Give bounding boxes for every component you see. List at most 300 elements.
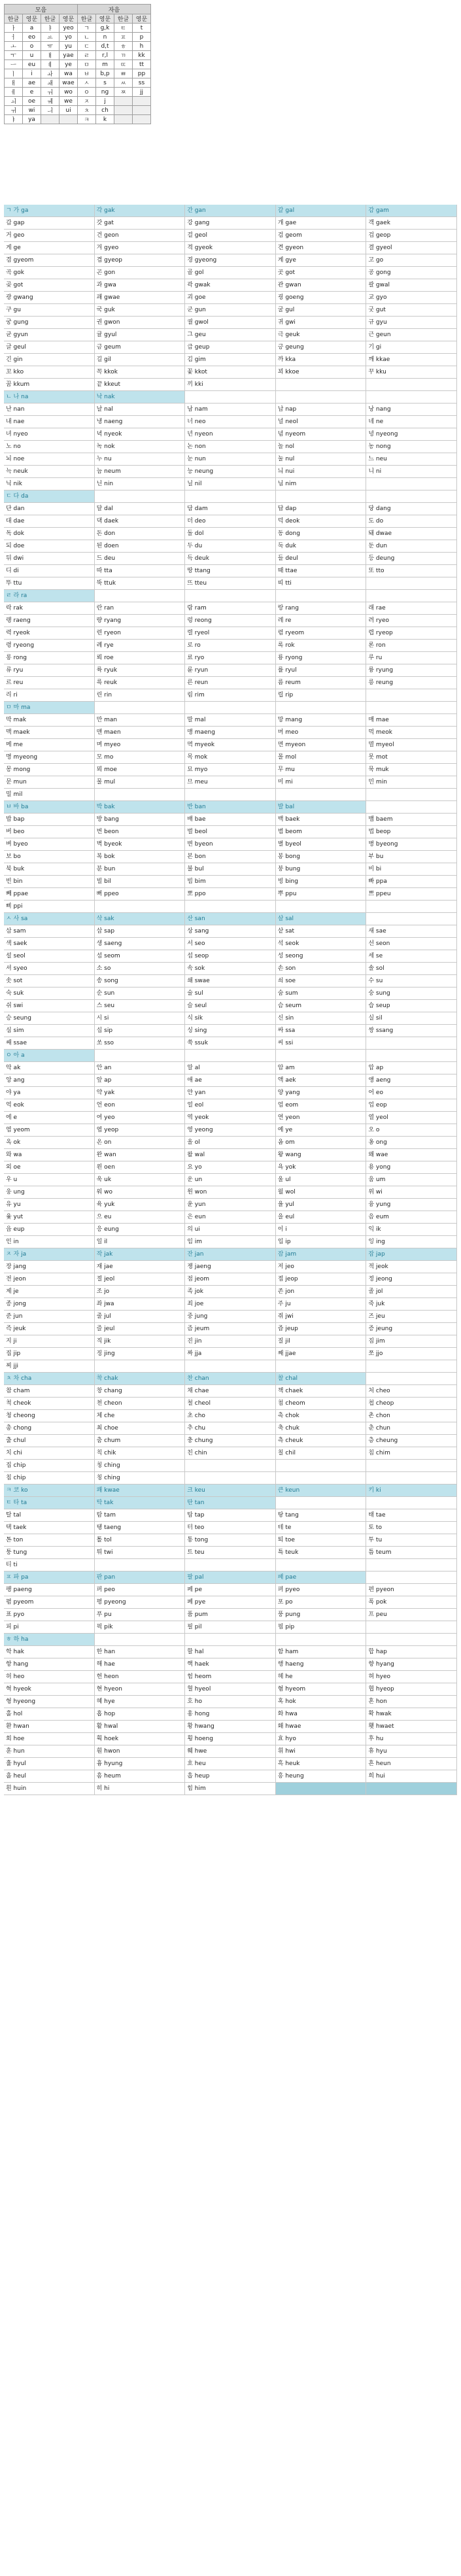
syllable-cell: 능 neung <box>185 466 276 478</box>
syllable-row <box>4 478 457 490</box>
syllable-cell: 흔 heun <box>366 1758 457 1770</box>
syllable-cell: 휴 hyu <box>366 1745 457 1758</box>
syllable-cell: 륵 reuk <box>95 677 186 689</box>
syllable-row <box>4 987 457 1000</box>
syllable-group-header-cell: ㅇ 아 a <box>4 1050 95 1062</box>
syllable-cell: 때 ttae <box>276 565 367 577</box>
syllable-row <box>4 1050 457 1062</box>
syllable-cell: 훈 hun <box>4 1745 95 1758</box>
syllable-cell: 홍 hong <box>185 1708 276 1721</box>
jamo-column-header: 한글 <box>41 14 60 24</box>
syllable-cell: 흰 huin <box>4 1783 95 1795</box>
syllable-cell: 혁 hyeok <box>4 1683 95 1696</box>
syllable-cell: 묵 muk <box>366 764 457 776</box>
syllable-cell <box>366 1472 457 1485</box>
syllable-cell: 웅 ung <box>4 1186 95 1199</box>
syllable-cell: 흘 heul <box>4 1770 95 1783</box>
syllable-cell: 할 hal <box>185 1646 276 1658</box>
syllable-cell: 횡 hoeng <box>185 1733 276 1745</box>
syllable-row <box>4 1137 457 1149</box>
syllable-group-header-cell: 패 pae <box>276 1571 367 1584</box>
jamo-row <box>5 33 151 42</box>
syllable-row <box>4 1435 457 1447</box>
syllable-cell: 창 chang <box>95 1385 186 1398</box>
syllable-group-header-cell: 잔 jan <box>185 1248 276 1261</box>
syllable-row <box>4 826 457 838</box>
syllable-cell: 필 pil <box>185 1621 276 1634</box>
syllable-cell: 점 jeom <box>185 1273 276 1286</box>
syllable-cell: 례 rye <box>95 640 186 652</box>
jamo-cell: yeo <box>60 24 78 33</box>
syllable-cell: 염 yeom <box>4 1124 95 1137</box>
syllable-cell <box>366 1559 457 1571</box>
syllable-cell <box>276 1460 367 1472</box>
syllable-cell: 추 chu <box>185 1422 276 1435</box>
syllable-cell: 퇴 toe <box>276 1534 367 1547</box>
syllable-cell: 증 jeung <box>366 1323 457 1335</box>
syllable-cell <box>276 1472 367 1485</box>
syllable-cell: 닉 nik <box>4 478 95 490</box>
syllable-cell: 터 teo <box>185 1522 276 1534</box>
jamo-cell: s <box>96 78 114 88</box>
syllable-cell <box>95 1559 186 1571</box>
syllable-cell: 유 yu <box>4 1199 95 1211</box>
syllable-cell: 트 teu <box>185 1547 276 1559</box>
syllable-cell: 프 peu <box>366 1609 457 1621</box>
syllable-cell: 갓 gat <box>95 217 186 230</box>
syllable-cell: 호 ho <box>185 1696 276 1708</box>
syllable-cell: 쏘 sso <box>95 1037 186 1050</box>
jamo-cell: ㅎ <box>114 42 133 51</box>
syllable-cell: 뒤 dwi <box>4 553 95 565</box>
syllable-group-header-cell: 발 bal <box>276 801 367 814</box>
syllable-cell: 탱 taeng <box>95 1522 186 1534</box>
syllable-cell <box>276 391 367 404</box>
syllable-group-header-cell: 갈 gal <box>276 205 367 217</box>
syllable-cell: 양 yang <box>276 1087 367 1099</box>
syllable-cell: 폄 pyeom <box>4 1596 95 1609</box>
jamo-cell: yo <box>60 33 78 42</box>
syllable-cell: 독 dok <box>4 528 95 540</box>
syllable-cell: 남 nam <box>185 404 276 416</box>
syllable-cell: 방 bang <box>95 814 186 826</box>
syllable-cell: 굉 goeng <box>276 292 367 304</box>
jamo-row <box>5 115 151 124</box>
syllable-cell: 못 mot <box>366 751 457 764</box>
syllable-cell: 너 neo <box>185 416 276 428</box>
syllable-cell: 말 mal <box>185 714 276 727</box>
syllable-cell: 새 sae <box>366 925 457 938</box>
jamo-cell: ㅃ <box>114 69 133 78</box>
syllable-row <box>4 1211 457 1224</box>
syllable-group-header-cell: ㄱ 가 ga <box>4 205 95 217</box>
syllable-cell: 곡 gok <box>4 267 95 279</box>
syllable-cell: 봉 bong <box>276 851 367 863</box>
jamo-cell: m <box>96 60 114 69</box>
syllable-cell <box>366 689 457 702</box>
jamo-cell: ㄲ <box>114 51 133 60</box>
syllable-cell: 숭 sung <box>366 987 457 1000</box>
syllable-cell: 개 gae <box>276 217 367 230</box>
syllable-cell: 랑 rang <box>276 602 367 615</box>
syllable-row <box>4 540 457 553</box>
jamo-cell: wo <box>60 88 78 97</box>
syllable-cell: 굴 gul <box>276 304 367 317</box>
syllable-cell <box>366 1634 457 1646</box>
jamo-cell: b,p <box>96 69 114 78</box>
syllable-row <box>4 1161 457 1174</box>
syllable-cell: 등 deung <box>366 553 457 565</box>
syllable-cell: 곶 got <box>4 279 95 292</box>
syllable-cell: 스 seu <box>95 1000 186 1012</box>
jamo-row <box>5 69 151 78</box>
syllable-cell <box>366 1373 457 1385</box>
syllable-cell: 람 ram <box>185 602 276 615</box>
syllable-cell: 광 gwang <box>4 292 95 304</box>
jamo-cell: ㅣ <box>5 69 23 78</box>
syllable-cell: 량 ryang <box>95 615 186 627</box>
jamo-cell: ui <box>60 106 78 115</box>
syllable-cell: 저 jeo <box>276 1261 367 1273</box>
syllable-cell: 올 ol <box>185 1137 276 1149</box>
syllable-cell <box>276 1783 367 1795</box>
jamo-cell: ㅑ <box>41 24 60 33</box>
syllable-cell: 맨 maen <box>95 727 186 739</box>
syllable-cell: 학 hak <box>4 1646 95 1658</box>
syllable-cell: 질 jil <box>276 1335 367 1348</box>
syllable-cell <box>366 391 457 404</box>
jamo-cell: ㄹ <box>78 51 96 60</box>
syllable-cell: 담 dam <box>185 503 276 515</box>
syllable-cell: 장 jang <box>4 1261 95 1273</box>
syllable-cell: 디 di <box>4 565 95 577</box>
syllable-cell: 전 jeon <box>4 1273 95 1286</box>
syllable-cell: 견 gyeon <box>276 242 367 254</box>
jamo-cell: eo <box>23 33 41 42</box>
syllable-group-header-cell: ㅊ 차 cha <box>4 1373 95 1385</box>
syllable-row <box>4 1298 457 1311</box>
syllable-cell: 눈 nun <box>185 453 276 466</box>
syllable-cell <box>276 590 367 602</box>
syllable-group-header-cell: 잠 jam <box>276 1248 367 1261</box>
syllable-cell: 예 ye <box>276 1124 367 1137</box>
syllable-cell: 소 so <box>95 963 186 975</box>
syllable-cell: 롱 rong <box>4 652 95 664</box>
syllable-cell: 왜 wae <box>366 1149 457 1161</box>
syllable-cell: 빙 bing <box>276 876 367 888</box>
syllable-group-header-cell: 반 ban <box>185 801 276 814</box>
syllable-cell: 현 hyeon <box>95 1683 186 1696</box>
syllable-row <box>4 664 457 677</box>
syllable-cell: 팽 paeng <box>4 1584 95 1596</box>
syllable-cell: 죽 juk <box>366 1298 457 1311</box>
syllable-cell: 역 yeok <box>185 1112 276 1124</box>
syllable-cell: 더 deo <box>185 515 276 528</box>
syllable-cell: 괘 gwae <box>95 292 186 304</box>
syllable-cell: 주 ju <box>276 1298 367 1311</box>
syllable-cell: 님 nim <box>276 478 367 490</box>
syllable-cell: 릉 reung <box>366 677 457 689</box>
syllable-cell: 겹 gyeop <box>95 254 186 267</box>
jamo-cell: ㅇ <box>78 88 96 97</box>
syllable-row <box>4 1621 457 1634</box>
jamo-cell: k <box>96 115 114 124</box>
jamo-cell: ㅡ <box>5 60 23 69</box>
syllable-row <box>4 1074 457 1087</box>
syllable-cell: 왈 wal <box>185 1149 276 1161</box>
syllable-cell <box>95 901 186 913</box>
syllable-cell: 한 han <box>95 1646 186 1658</box>
jamo-row <box>5 60 151 69</box>
syllable-cell: 류 ryu <box>4 664 95 677</box>
syllable-cell: 펴 pyeo <box>276 1584 367 1596</box>
syllable-cell: 늬 nui <box>276 466 367 478</box>
jamo-cell: ㅆ <box>114 78 133 88</box>
syllable-cell: 톨 tol <box>95 1534 186 1547</box>
syllable-cell <box>366 901 457 913</box>
syllable-row <box>4 1571 457 1584</box>
syllable-cell: 열 yeol <box>366 1112 457 1124</box>
syllable-row <box>4 1273 457 1286</box>
syllable-row <box>4 975 457 987</box>
syllable-cell: 꽃 kkot <box>185 366 276 379</box>
syllable-cell: 붕 bung <box>276 863 367 876</box>
syllable-romanization-sheet <box>4 205 457 1795</box>
syllable-cell: 섬 seom <box>95 950 186 963</box>
syllable-cell: 군 gun <box>185 304 276 317</box>
jamo-cell: ㅚ <box>5 97 23 106</box>
syllable-row <box>4 254 457 267</box>
syllable-cell: 법 beop <box>366 826 457 838</box>
syllable-cell: 무 mu <box>276 764 367 776</box>
syllable-group-header-cell: 잡 jap <box>366 1248 457 1261</box>
syllable-cell: 재 jae <box>95 1261 186 1273</box>
syllable-group-header-cell: ㅍ 파 pa <box>4 1571 95 1584</box>
syllable-cell: 머 meo <box>276 727 367 739</box>
syllable-cell: 핍 pip <box>276 1621 367 1634</box>
syllable-cell: 황 hwang <box>185 1721 276 1733</box>
syllable-row <box>4 602 457 615</box>
syllable-cell: 푸 pu <box>95 1609 186 1621</box>
syllable-cell: 률 ryul <box>276 664 367 677</box>
syllable-cell: 익 ik <box>366 1224 457 1236</box>
syllable-group-header-cell: ㅈ 자 ja <box>4 1248 95 1261</box>
syllable-cell: 당 dang <box>366 503 457 515</box>
syllable-cell: 완 wan <box>95 1149 186 1161</box>
syllable-cell: 옴 om <box>276 1137 367 1149</box>
syllable-row <box>4 739 457 751</box>
syllable-cell: 속 sok <box>185 963 276 975</box>
syllable-cell: 막 mak <box>4 714 95 727</box>
syllable-row <box>4 652 457 664</box>
jamo-cell <box>114 106 133 115</box>
syllable-cell: 메 me <box>4 739 95 751</box>
syllable-row <box>4 1012 457 1025</box>
syllable-cell: 녕 nyeong <box>366 428 457 441</box>
syllable-cell: 륭 ryung <box>366 664 457 677</box>
syllable-cell: 생 saeng <box>95 938 186 950</box>
syllable-cell: 문 mun <box>4 776 95 789</box>
syllable-cell: 범 beom <box>276 826 367 838</box>
syllable-cell: 슬 seul <box>185 1000 276 1012</box>
syllable-row <box>4 1373 457 1385</box>
syllable-cell: 쥐 jwi <box>276 1311 367 1323</box>
syllable-cell: 혼 hon <box>366 1696 457 1708</box>
jamo-cell: ㅏ <box>5 24 23 33</box>
syllable-group-header-cell: ㅅ 사 sa <box>4 913 95 925</box>
syllable-cell: 먹 meok <box>366 727 457 739</box>
syllable-cell: 칠 chil <box>276 1447 367 1460</box>
syllable-cell: 촉 chok <box>276 1410 367 1422</box>
syllable-cell: 날 nal <box>95 404 186 416</box>
syllable-row <box>4 1485 457 1497</box>
syllable-cell: 느 neu <box>366 453 457 466</box>
syllable-cell: 표 pyo <box>4 1609 95 1621</box>
jamo-cell: ㅓ <box>5 33 23 42</box>
syllable-cell: 시 si <box>95 1012 186 1025</box>
jamo-cell <box>133 97 151 106</box>
syllable-cell: 매 mae <box>366 714 457 727</box>
syllable-cell: 정 jeong <box>366 1273 457 1286</box>
syllable-cell: 린 rin <box>95 689 186 702</box>
syllable-cell: 김 gim <box>185 354 276 366</box>
syllable-row <box>4 689 457 702</box>
syllable-row <box>4 1025 457 1037</box>
syllable-cell: 울 ul <box>276 1174 367 1186</box>
syllable-row <box>4 1410 457 1422</box>
syllable-cell: 충 chung <box>185 1435 276 1447</box>
syllable-row <box>4 1559 457 1571</box>
syllable-cell: 토 to <box>366 1522 457 1534</box>
jamo-cell: ㅙ <box>41 78 60 88</box>
syllable-cell: 게 ge <box>4 242 95 254</box>
syllable-group-header-cell: 간 gan <box>185 205 276 217</box>
jamo-cell: ㅘ <box>41 69 60 78</box>
syllable-cell: 임 im <box>185 1236 276 1248</box>
syllable-cell: 미 mi <box>276 776 367 789</box>
syllable-cell: 구 gu <box>4 304 95 317</box>
jamo-column-headers <box>5 14 151 24</box>
syllable-cell <box>185 490 276 503</box>
jamo-cell <box>114 115 133 124</box>
syllable-cell: 움 um <box>366 1174 457 1186</box>
jamo-cell: ss <box>133 78 151 88</box>
syllable-cell: 앙 ang <box>4 1074 95 1087</box>
syllable-cell: 춘 chun <box>366 1422 457 1435</box>
syllable-cell: 참 cham <box>4 1385 95 1398</box>
syllable-row <box>4 379 457 391</box>
syllable-cell: 층 cheung <box>366 1435 457 1447</box>
jamo-cell: ㅢ <box>41 106 60 115</box>
syllable-cell: 성 seong <box>276 950 367 963</box>
jamo-cell: ㄱ <box>78 24 96 33</box>
syllable-cell: 곽 gwak <box>185 279 276 292</box>
syllable-row <box>4 404 457 416</box>
syllable-row <box>4 528 457 540</box>
syllable-cell: 닐 nil <box>185 478 276 490</box>
syllable-cell: 핵 haek <box>185 1658 276 1671</box>
syllable-cell: 엄 eom <box>276 1099 367 1112</box>
syllable-cell: 톤 ton <box>4 1534 95 1547</box>
syllable-row <box>4 453 457 466</box>
syllable-group-header-cell: 키 ki <box>366 1485 457 1497</box>
syllable-row <box>4 366 457 379</box>
syllable-row <box>4 1174 457 1186</box>
syllable-row <box>4 627 457 640</box>
syllable-cell: 총 chong <box>4 1422 95 1435</box>
syllable-cell: 동 dong <box>276 528 367 540</box>
syllable-group-header-cell: 탄 tan <box>185 1497 276 1509</box>
syllable-cell: 덕 deok <box>276 515 367 528</box>
syllable-cell: 집 chip <box>4 1460 95 1472</box>
syllable-row <box>4 1658 457 1671</box>
syllable-row <box>4 590 457 602</box>
syllable-cell: 렴 ryeom <box>276 627 367 640</box>
syllable-cell <box>95 789 186 801</box>
syllable-cell <box>366 1360 457 1373</box>
syllable-group-header-cell: ㄴ 나 na <box>4 391 95 404</box>
syllable-cell <box>95 590 186 602</box>
syllable-cell: 종 jong <box>4 1298 95 1311</box>
syllable-row <box>4 553 457 565</box>
syllable-cell: 돌 dol <box>185 528 276 540</box>
syllable-group-header-cell: 크 keu <box>185 1485 276 1497</box>
syllable-cell: 우 u <box>4 1174 95 1186</box>
syllable-cell <box>185 1634 276 1646</box>
syllable-cell: 뱀 baem <box>366 814 457 826</box>
syllable-cell: 배 bae <box>185 814 276 826</box>
syllable-cell: 효 hyo <box>276 1733 367 1745</box>
syllable-cell: 페 pe <box>185 1584 276 1596</box>
syllable-cell: 옹 ong <box>366 1137 457 1149</box>
syllable-cell <box>366 1621 457 1634</box>
syllable-cell: 쌍 ssang <box>366 1025 457 1037</box>
syllable-cell: 돼 dwae <box>366 528 457 540</box>
syllable-cell: 논 non <box>185 441 276 453</box>
syllable-cell: 왕 wang <box>276 1149 367 1161</box>
syllable-cell: 형 hyeong <box>4 1696 95 1708</box>
syllable-cell: 레 re <box>276 615 367 627</box>
syllable-row <box>4 751 457 764</box>
syllable-cell: 띠 tti <box>276 577 367 590</box>
syllable-cell: 꼭 kkok <box>95 366 186 379</box>
syllable-cell <box>276 702 367 714</box>
syllable-cell: 피 pi <box>4 1621 95 1634</box>
syllable-cell: 선 seon <box>366 938 457 950</box>
syllable-cell: 환 hwan <box>4 1721 95 1733</box>
syllable-cell: 건 geon <box>95 230 186 242</box>
jamo-cell: ㅝ <box>41 88 60 97</box>
syllable-row <box>4 876 457 888</box>
syllable-cell: 셔 syeo <box>4 963 95 975</box>
jamo-cell: e <box>23 88 41 97</box>
syllable-row <box>4 1323 457 1335</box>
syllable-row <box>4 677 457 689</box>
syllable-cell: 을 eul <box>276 1211 367 1224</box>
syllable-row <box>4 503 457 515</box>
syllable-cell: 면 myeon <box>276 739 367 751</box>
syllable-cell: 귤 gyul <box>95 329 186 341</box>
syllable-cell: 궁 gung <box>4 317 95 329</box>
syllable-cell: 첩 cheop <box>366 1398 457 1410</box>
syllable-cell: 폭 pok <box>366 1596 457 1609</box>
syllable-cell: 원 won <box>185 1186 276 1199</box>
syllable-cell: 돈 don <box>95 528 186 540</box>
syllable-cell: 보 bo <box>4 851 95 863</box>
syllable-cell: 약 yak <box>95 1087 186 1099</box>
syllable-cell: 뚝 ttuk <box>95 577 186 590</box>
syllable-cell <box>95 1360 186 1373</box>
